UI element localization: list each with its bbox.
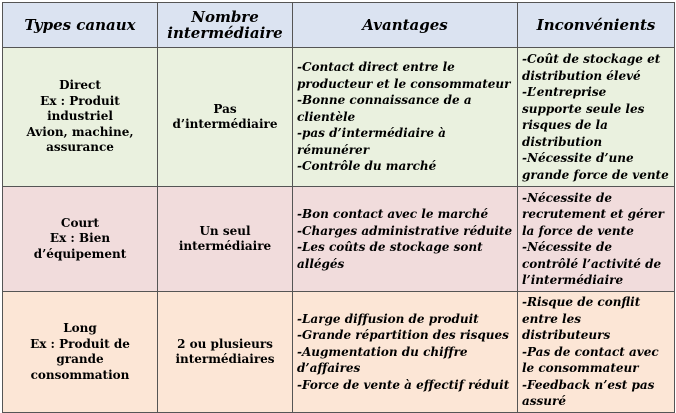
cell-intermediaire xyxy=(158,292,293,413)
header-nombre-line-2: intermédiaire xyxy=(167,24,283,42)
type-line: d’équipement xyxy=(33,246,127,261)
type-line: industriel xyxy=(47,109,113,124)
list-item: -Risque de conflit entre les distributeurs xyxy=(522,295,641,343)
type-line: consommation xyxy=(30,367,130,382)
cell-avantages xyxy=(293,187,518,292)
type-line: Ex : Bien xyxy=(49,231,111,246)
list-item: -L’entreprise supporte seule les risques de la distribution xyxy=(522,85,645,149)
inter-line: intermédiaire xyxy=(178,239,272,253)
type-line: grande xyxy=(56,352,104,366)
list-item: -Bon contact avec le marché xyxy=(297,207,489,221)
cell-avantages xyxy=(293,48,518,187)
list-item: -Contrôle du marché xyxy=(297,159,437,174)
type-line: Long xyxy=(63,321,97,335)
header-nombre xyxy=(158,3,293,48)
table-row-court xyxy=(3,187,675,292)
type-line: Ex : Produit xyxy=(40,93,120,108)
cell-avantages xyxy=(293,292,518,413)
type-line: Ex : Produit de xyxy=(30,336,130,351)
cell-type xyxy=(3,48,158,187)
list-item: -Nécessite de recrutement et gérer la force de vente xyxy=(522,190,664,238)
cell-intermediaire xyxy=(158,48,293,187)
header-types: Types canaux xyxy=(3,3,158,48)
header-nombre-line-1: Nombre xyxy=(191,8,259,26)
header-avantages: Avantages xyxy=(293,3,518,48)
list-item: -Nécessite d’une grande force de vente xyxy=(522,151,669,182)
list-item: -Nécessite de contrôlé l’activité de l’intermédiaire xyxy=(522,240,662,287)
inter-line: intermédiaires xyxy=(175,352,275,366)
inter-line: 2 ou plusieurs xyxy=(177,336,273,351)
cell-inconvenients xyxy=(518,187,675,292)
header-row xyxy=(3,3,675,48)
type-line: Court xyxy=(60,215,100,230)
table-row-direct xyxy=(3,48,675,187)
cell-inconvenients xyxy=(518,292,675,413)
distribution-channels-table xyxy=(2,2,675,413)
list-item: -Contact direct entre le producteur et le consommateur xyxy=(297,60,511,91)
list-item: -Bonne connaissance de a clientèle xyxy=(297,93,472,124)
header-inconvenients: Inconvénients xyxy=(518,3,675,48)
cell-inconvenients xyxy=(518,48,675,187)
list-item: -Augmentation du chiffre d’affaires xyxy=(297,344,468,376)
table-row-long xyxy=(3,292,675,413)
list-item: -Force de vente à effectif réduit xyxy=(297,377,510,392)
list-item: -Coût de stockage et distribution élevé xyxy=(522,52,661,83)
type-line: Direct xyxy=(59,78,101,93)
list-item: -Pas de contact avec le consommateur xyxy=(522,344,659,376)
list-item: -pas d’intermédiaire à rémunérer xyxy=(297,126,446,157)
cell-intermediaire xyxy=(158,187,293,292)
list-item: -Grande répartition des risques xyxy=(297,328,509,343)
list-item: -Feedback n’est pas assuré xyxy=(522,377,655,409)
cell-type xyxy=(3,187,158,292)
type-line: assurance xyxy=(46,140,114,155)
list-item: -Charges administrative réduite xyxy=(297,223,513,238)
type-line: Avion, machine, xyxy=(26,124,134,139)
list-item: -Les coûts de stockage sont allégés xyxy=(297,240,483,271)
cell-type xyxy=(3,292,158,413)
inter-line: Pas xyxy=(213,101,237,116)
inter-line: Un seul xyxy=(199,223,251,238)
list-item: -Large diffusion de produit xyxy=(297,311,479,326)
inter-line: d’intermédiaire xyxy=(172,117,278,131)
